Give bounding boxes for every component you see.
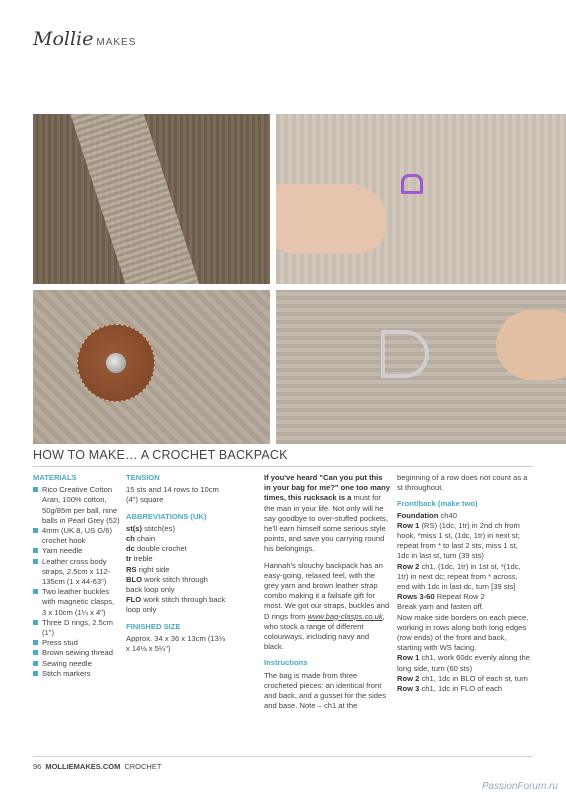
hand-image <box>276 184 386 254</box>
row-label: Row 1 <box>397 653 420 663</box>
row-label: Foundation <box>397 510 439 520</box>
photo-stitch-marker <box>276 114 566 284</box>
leather-tab-image <box>77 324 155 402</box>
pattern-row <box>397 562 531 593</box>
row-text: ch1, 1dc in BLO of each st, turn <box>421 673 528 683</box>
row-text: Repeat Row 2 <box>436 592 485 602</box>
abbreviations-heading: ABBREVIATIONS (UK) <box>126 511 207 521</box>
tension-text: 15 sts and 14 rows to 10cm (4") square <box>126 485 219 505</box>
list-item: Leather cross body straps, 2.5cm x 112-135cm (1 x 44-63") <box>33 557 120 588</box>
row-label: Row 1 <box>397 520 420 530</box>
abbr-term: tr <box>126 554 132 564</box>
photo-crochet-panels <box>33 114 270 284</box>
row-text: ch1, 1dc in FLO of each <box>421 684 503 694</box>
list-item <box>126 544 226 554</box>
abbr-term: st(s) <box>126 523 143 533</box>
watermark: PassionForum.ru <box>481 781 558 792</box>
list-item <box>126 524 226 534</box>
list-item: 4mm (UK 8, US G/6) crochet hook <box>33 526 120 546</box>
tension-heading: TENSION <box>126 473 160 482</box>
footer-site: MOLLIEMAKES.COM <box>45 762 121 771</box>
photo-leather-clasp <box>33 290 270 444</box>
list-item: Press stud <box>33 638 120 648</box>
list-item <box>126 595 226 615</box>
intro-text: , who stock a range of different colourways, including navy and black. <box>264 611 385 652</box>
instructions-heading: Instructions <box>264 658 308 668</box>
row-label: Row 2 <box>397 673 420 683</box>
list-item <box>126 534 226 544</box>
tension-column <box>126 473 226 654</box>
pattern-row <box>397 521 531 562</box>
pattern-row <box>397 592 531 602</box>
row-text: ch1, work 60dc evenly along the long side, turn (60 sts) <box>397 653 530 673</box>
pattern-column <box>397 473 531 694</box>
section-title: HOW TO MAKE… A CROCHET BACKPACK <box>33 448 288 462</box>
photo-d-ring <box>276 290 566 444</box>
pattern-heading: Front/back (make two) <box>397 499 478 509</box>
list-item: Sewing needle <box>33 659 120 669</box>
stitch-marker-image <box>401 174 423 194</box>
list-item: Brown sewing thread <box>33 648 120 658</box>
list-item: Rico Creative Cotton Aran, 100% cotton, 50g/85m per ball, nine balls in Pearl Grey (52) <box>33 485 120 526</box>
abbr-meaning: double crochet <box>137 544 187 554</box>
materials-heading: MATERIALS <box>33 473 77 482</box>
abbr-meaning: stitch(es) <box>144 523 175 533</box>
list-item <box>126 554 226 564</box>
pattern-row <box>397 653 531 673</box>
photo-grid <box>33 114 566 444</box>
pattern-row <box>397 674 531 684</box>
row-text: (RS) (1dc, 1tr) in 2nd ch from hook, *miss 1 st, (1dc, 1tr) in next st; repeat from * to last 2 sts, miss 1 st, 1dc in last st, turn (39 sts) <box>397 520 520 561</box>
divider <box>33 466 533 467</box>
magnetic-clasp-image <box>106 353 126 373</box>
finished-size-text: Approx. 34 x 36 x 13cm (13⅓ x 14⅛ x 5¼") <box>126 633 226 654</box>
intro-paragraph-2 <box>264 561 390 653</box>
page-footer <box>33 762 161 771</box>
intro-column <box>264 473 390 711</box>
row-label: Row 3 <box>397 684 420 694</box>
pattern-row <box>397 684 531 694</box>
supplier-link[interactable]: www.bag-clasps.co.uk <box>307 611 383 621</box>
intro-lead: If you've heard "Can you put this in your bag for me?" one too many times, this rucksack is a <box>264 473 390 503</box>
list-item <box>126 575 226 595</box>
abbr-term: ch <box>126 534 135 544</box>
divider <box>33 756 533 757</box>
abbr-term: dc <box>126 544 135 554</box>
abbr-meaning: right side <box>138 564 170 574</box>
page-number: 96 <box>33 762 42 771</box>
abbr-meaning: chain <box>137 534 156 544</box>
pattern-row <box>397 511 531 521</box>
abbr-term: FLO <box>126 595 142 605</box>
list-item: Three D rings, 2.5cm (1") <box>33 618 120 638</box>
abbreviations-list <box>126 524 226 616</box>
abbr-term: RS <box>126 564 137 574</box>
materials-list <box>33 485 120 679</box>
logo-makes: MAKES <box>96 37 137 48</box>
abbr-meaning: treble <box>133 554 153 564</box>
abbr-meaning: work stitch through back loop only <box>126 595 226 615</box>
pattern-note: Now make side borders on each piece, working in rows along both long edges (row ends) of the front and back, starting with WS facing. <box>397 612 529 653</box>
hand-image <box>496 310 566 380</box>
row-label: Rows 3-60 <box>397 592 435 602</box>
abbr-term: BLO <box>126 574 143 584</box>
list-item: Yarn needle <box>33 546 120 556</box>
list-item: Stitch markers <box>33 669 120 679</box>
intro-paragraph <box>264 473 390 555</box>
logo-mollie: Mollie <box>33 28 94 50</box>
intro-text: Hannah's slouchy backpack has an easy-going, relaxed feel, with the grey yarn and brown leather strap combo making it a failsafe gift for most. We got our straps, buckles and D rings from <box>264 560 390 621</box>
instructions-text: The bag is made from three crocheted pieces: an identical front and back, and a gusset for the sides and base. Note – ch1 at the <box>264 670 387 711</box>
row-text: ch1, (1dc, 1tr) in 1st st, *(1dc, 1tr) in next dc; repeat from * across, end with 1dc in last dc, turn [39 sts] <box>397 561 521 592</box>
materials-column <box>33 473 120 679</box>
pattern-note: Break yarn and fasten off. <box>397 602 484 612</box>
footer-section: CROCHET <box>124 762 162 771</box>
row-label: Row 2 <box>397 561 420 571</box>
instructions-continued: beginning of a row does not count as a st throughout. <box>397 473 528 493</box>
d-ring-image <box>381 330 429 378</box>
list-item <box>126 565 226 575</box>
finished-size-heading: FINISHED SIZE <box>126 621 181 631</box>
row-text: ch40 <box>440 510 457 520</box>
abbr-meaning: work stitch through back loop only <box>126 574 208 595</box>
masthead <box>33 28 136 52</box>
list-item: Two leather buckles with magnetic clasps, 3 x 10cm (1¼ x 4") <box>33 587 120 618</box>
intro-text: must for the man in your life. Not only will he say goodbye to over-stuffed pockets, he'll earn himself some serious style points, and save you carrying round his belongings. <box>264 493 388 554</box>
